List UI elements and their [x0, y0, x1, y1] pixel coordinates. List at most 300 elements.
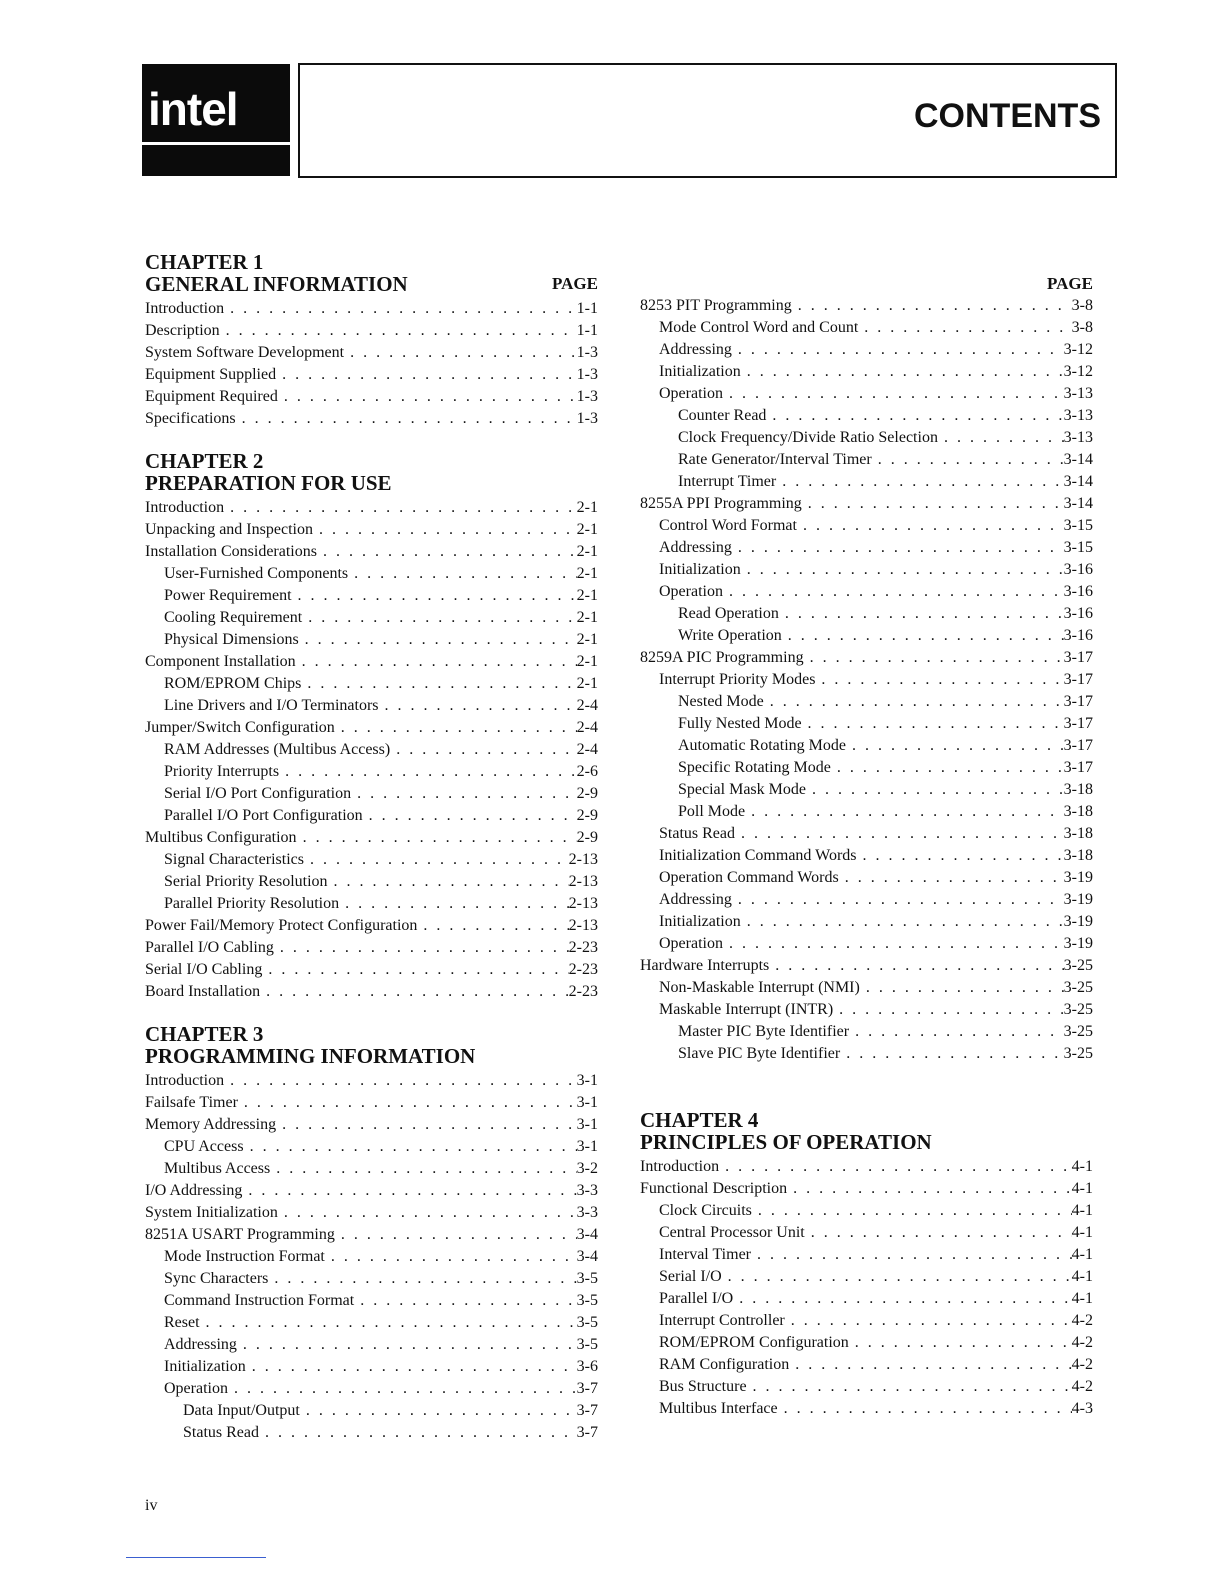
dot-leader — [806, 779, 1064, 801]
entry-page: 2-13 — [568, 917, 598, 934]
entry-title: RAM Addresses (Multibus Access) — [164, 741, 391, 758]
entry-title: RAM Configuration — [659, 1356, 790, 1373]
entry-page: 1-3 — [576, 344, 598, 361]
dot-leader — [764, 691, 1064, 713]
chapter-title — [145, 273, 598, 295]
page-number: iv — [145, 1497, 158, 1514]
entry-title: Command Instruction Format — [164, 1292, 355, 1309]
entry-page: 2-13 — [568, 895, 598, 912]
toc-entry — [145, 1334, 598, 1356]
toc-entry — [145, 629, 598, 651]
dot-leader — [732, 339, 1064, 361]
dot-leader — [735, 823, 1064, 845]
dot-leader — [846, 735, 1064, 757]
toc-entry — [145, 739, 598, 761]
toc-entry — [640, 405, 1093, 427]
entry-title: System Initialization — [145, 1204, 278, 1221]
dot-leader — [723, 933, 1064, 955]
dot-leader — [741, 559, 1064, 581]
entry-page: 3-25 — [1063, 957, 1093, 974]
dot-leader — [831, 757, 1064, 779]
dot-leader — [792, 295, 1072, 317]
entry-title: I/O Addressing — [145, 1182, 243, 1199]
entry-page: 4-1 — [1071, 1268, 1093, 1285]
dot-leader — [299, 629, 577, 651]
entry-page: 3-1 — [576, 1072, 598, 1089]
entry-page: 3-12 — [1063, 363, 1093, 380]
entry-title: Introduction — [145, 300, 225, 317]
entry-title: Introduction — [640, 1158, 720, 1175]
chapter-number: CHAPTER 3 — [145, 1022, 264, 1046]
toc-entry — [640, 757, 1093, 779]
toc-entry — [145, 1136, 598, 1158]
entry-title: Counter Read — [678, 407, 767, 424]
dot-leader — [849, 1021, 1064, 1043]
dot-leader — [766, 405, 1063, 427]
toc-entry — [640, 1200, 1093, 1222]
dot-leader — [317, 541, 577, 563]
entry-title: Initialization Command Words — [659, 847, 857, 864]
entry-title: Status Read — [183, 1424, 259, 1441]
entry-page: 1-3 — [576, 366, 598, 383]
dot-leader — [220, 320, 577, 342]
toc-entry — [640, 1222, 1093, 1244]
dot-leader — [741, 911, 1064, 933]
dot-leader — [417, 915, 568, 937]
dot-leader — [278, 1202, 577, 1224]
dot-leader — [224, 497, 577, 519]
entry-page: 2-13 — [568, 873, 598, 890]
toc-entry — [640, 427, 1093, 449]
entry-page: 2-1 — [576, 675, 598, 692]
entry-title: Slave PIC Byte Identifier — [678, 1045, 841, 1062]
entry-page: 2-13 — [568, 851, 598, 868]
chapter-title — [640, 1131, 1093, 1153]
entry-title: Fully Nested Mode — [678, 715, 802, 732]
dot-leader — [779, 603, 1064, 625]
entry-title: Mode Control Word and Count — [659, 319, 859, 336]
dot-leader — [301, 673, 576, 695]
entry-title: Interval Timer — [659, 1246, 751, 1263]
entry-title: Master PIC Byte Identifier — [678, 1023, 850, 1040]
dot-leader — [732, 889, 1064, 911]
dot-leader — [778, 1398, 1072, 1420]
toc-entry — [145, 1224, 598, 1246]
entry-title: Specifications — [145, 410, 236, 427]
dot-leader — [228, 1378, 577, 1400]
chapter-title-text: PREPARATION FOR USE — [145, 471, 392, 495]
dot-leader — [733, 1288, 1071, 1310]
entry-title: Rate Generator/Interval Timer — [678, 451, 872, 468]
entry-title: Multibus Interface — [659, 1400, 778, 1417]
dot-leader — [722, 1266, 1072, 1288]
entry-title: Special Mask Mode — [678, 781, 806, 798]
dot-leader — [732, 537, 1064, 559]
entry-page: 3-5 — [576, 1292, 598, 1309]
toc-entry — [640, 713, 1093, 735]
dot-leader — [325, 1246, 577, 1268]
entry-page: 2-1 — [576, 543, 598, 560]
toc-entry — [640, 977, 1093, 999]
entry-page: 3-4 — [576, 1248, 598, 1265]
toc-entry — [145, 1158, 598, 1180]
toc-entry — [640, 449, 1093, 471]
toc-entry — [640, 691, 1093, 713]
toc-entry — [640, 911, 1093, 933]
entry-title: Unpacking and Inspection — [145, 521, 313, 538]
entry-title: Specific Rotating Mode — [678, 759, 831, 776]
dot-leader — [860, 977, 1064, 999]
dot-leader — [270, 1158, 576, 1180]
entry-title: Parallel I/O — [659, 1290, 734, 1307]
dot-leader — [354, 1290, 576, 1312]
entry-title: Write Operation — [678, 627, 782, 644]
entry-title: Cooling Requirement — [164, 609, 303, 626]
entry-page: 2-9 — [576, 785, 598, 802]
chapter-title — [145, 1045, 598, 1067]
entry-title: Read Operation — [678, 605, 779, 622]
dot-leader — [723, 581, 1064, 603]
entry-page: 3-18 — [1063, 847, 1093, 864]
chapter-title-text: PROGRAMMING INFORMATION — [145, 1044, 476, 1068]
toc-entry — [640, 1178, 1093, 1200]
entry-title: Bus Structure — [659, 1378, 747, 1395]
dot-leader — [815, 669, 1063, 691]
entry-title: Central Processor Unit — [659, 1224, 805, 1241]
intel-logo: intel — [142, 64, 290, 176]
toc-entry — [145, 607, 598, 629]
entry-page: 3-5 — [576, 1314, 598, 1331]
toc-entry — [640, 1354, 1093, 1376]
entry-title: Addressing — [164, 1336, 237, 1353]
entry-page: 2-1 — [576, 565, 598, 582]
toc-entry — [640, 889, 1093, 911]
dot-leader — [390, 739, 576, 761]
toc-entry — [640, 1332, 1093, 1354]
entry-title: Multibus Access — [164, 1160, 271, 1177]
dot-leader — [741, 361, 1064, 383]
dot-leader — [244, 1136, 577, 1158]
dot-leader — [872, 449, 1064, 471]
toc-entry — [640, 823, 1093, 845]
entry-page: 2-1 — [576, 631, 598, 648]
entry-title: 8259A PIC Programming — [640, 649, 804, 666]
toc-entry — [640, 1288, 1093, 1310]
toc-entry — [640, 339, 1093, 361]
dot-leader — [782, 625, 1064, 647]
dot-leader — [745, 801, 1064, 823]
toc-entry — [145, 695, 598, 717]
dot-leader — [938, 427, 1064, 449]
dot-leader — [351, 783, 577, 805]
entry-page: 2-1 — [576, 587, 598, 604]
toc-entry — [640, 471, 1093, 493]
dot-leader — [313, 519, 577, 541]
toc-entry — [640, 317, 1093, 339]
spacer — [145, 430, 598, 450]
entry-page: 4-2 — [1071, 1356, 1093, 1373]
entry-title: Line Drivers and I/O Terminators — [164, 697, 379, 714]
toc-entry — [145, 893, 598, 915]
dot-leader — [858, 317, 1071, 339]
dot-leader — [802, 493, 1064, 515]
entry-page: 3-4 — [576, 1226, 598, 1243]
toc-entry — [145, 519, 598, 541]
entry-page: 2-4 — [576, 741, 598, 758]
entry-page: 3-13 — [1063, 407, 1093, 424]
entry-page: 3-16 — [1063, 627, 1093, 644]
entry-title: User-Furnished Components — [164, 565, 349, 582]
dot-leader — [260, 981, 569, 1003]
entry-title: Jumper/Switch Configuration — [145, 719, 335, 736]
dot-leader — [238, 1092, 577, 1114]
toc-entry — [640, 361, 1093, 383]
toc-entry — [145, 1070, 598, 1092]
entry-title: Physical Dimensions — [164, 631, 299, 648]
entry-page: 3-17 — [1063, 737, 1093, 754]
chapter-number: CHAPTER 4 — [640, 1108, 759, 1132]
toc-entry — [145, 1356, 598, 1378]
page-column-header: PAGE — [1047, 274, 1093, 293]
entry-page: 3-8 — [1071, 297, 1093, 314]
dot-leader — [344, 342, 577, 364]
entry-title: 8255A PPI Programming — [640, 495, 802, 512]
toc-entry — [145, 1290, 598, 1312]
entry-page: 3-13 — [1063, 385, 1093, 402]
entry-page: 4-2 — [1071, 1312, 1093, 1329]
dot-leader — [297, 827, 577, 849]
entry-page: 3-25 — [1063, 1045, 1093, 1062]
toc-entry — [145, 320, 598, 342]
toc-entry — [640, 559, 1093, 581]
entry-page: 4-2 — [1071, 1334, 1093, 1351]
dot-leader — [242, 1180, 576, 1202]
dot-leader — [262, 959, 568, 981]
toc-entry — [640, 867, 1093, 889]
entry-page: 3-25 — [1063, 1001, 1093, 1018]
entry-page: 3-12 — [1063, 341, 1093, 358]
entry-title: Interrupt Priority Modes — [659, 671, 816, 688]
entry-title: Reset — [164, 1314, 200, 1331]
toc-entry — [145, 1114, 598, 1136]
toc-entry — [145, 1246, 598, 1268]
entry-page: 3-17 — [1063, 715, 1093, 732]
page-title: CONTENTS — [914, 97, 1101, 135]
entry-page: 3-3 — [576, 1204, 598, 1221]
page-column-header: PAGE — [552, 274, 598, 293]
entry-page: 3-13 — [1063, 429, 1093, 446]
entry-title: Equipment Required — [145, 388, 278, 405]
entry-title: Parallel I/O Port Configuration — [164, 807, 363, 824]
toc-entry — [640, 1043, 1093, 1065]
toc-entry — [145, 386, 598, 408]
dot-leader — [719, 1156, 1072, 1178]
toc-entry — [640, 295, 1093, 317]
entry-title: Sync Characters — [164, 1270, 269, 1287]
toc-entry — [145, 408, 598, 430]
entry-title: Interrupt Timer — [678, 473, 777, 490]
toc-entry — [640, 1021, 1093, 1043]
entry-title: Initialization — [659, 561, 741, 578]
toc-left-column — [145, 251, 598, 1444]
dot-leader — [304, 849, 569, 871]
toc-entry — [640, 669, 1093, 691]
dot-leader — [276, 364, 577, 386]
toc-right-column — [640, 273, 1093, 1420]
entry-page: 1-3 — [576, 388, 598, 405]
entry-title: Status Read — [659, 825, 735, 842]
entry-page: 2-4 — [576, 719, 598, 736]
toc-entry — [145, 959, 598, 981]
toc-entry — [145, 497, 598, 519]
entry-page: 3-15 — [1063, 517, 1093, 534]
toc-entry — [640, 955, 1093, 977]
dot-leader — [296, 651, 577, 673]
entry-page: 3-7 — [576, 1424, 598, 1441]
entry-page: 3-17 — [1063, 671, 1093, 688]
toc-entry — [145, 849, 598, 871]
dot-leader — [339, 893, 569, 915]
spacer — [640, 1065, 1093, 1109]
entry-page: 3-17 — [1063, 759, 1093, 776]
dot-leader — [804, 647, 1064, 669]
dot-leader — [300, 1400, 577, 1422]
entry-page: 4-1 — [1071, 1246, 1093, 1263]
dot-leader — [789, 1354, 1071, 1376]
dot-leader — [335, 717, 577, 739]
toc-entry — [145, 717, 598, 739]
entry-page: 3-19 — [1063, 869, 1093, 886]
entry-title: Poll Mode — [678, 803, 746, 820]
dot-leader — [769, 955, 1063, 977]
toc-entry — [640, 1266, 1093, 1288]
dot-leader — [797, 515, 1064, 537]
entry-title: CPU Access — [164, 1138, 244, 1155]
entry-title: ROM/EPROM Chips — [164, 675, 302, 692]
entry-title: Introduction — [145, 1072, 225, 1089]
dot-leader — [747, 1376, 1072, 1398]
dot-leader — [785, 1310, 1072, 1332]
entry-title: System Software Development — [145, 344, 345, 361]
entry-page: 3-15 — [1063, 539, 1093, 556]
toc-entry — [640, 625, 1093, 647]
entry-page: 3-1 — [576, 1116, 598, 1133]
entry-title: Operation — [659, 385, 723, 402]
toc-entry — [640, 581, 1093, 603]
entry-title: Signal Characteristics — [164, 851, 304, 868]
toc-entry — [145, 871, 598, 893]
entry-title: Automatic Rotating Mode — [678, 737, 846, 754]
entry-page: 2-23 — [568, 983, 598, 1000]
chapter-title — [145, 472, 598, 494]
entry-page: 2-1 — [576, 499, 598, 516]
entry-page: 2-1 — [576, 653, 598, 670]
entry-title: Failsafe Timer — [145, 1094, 238, 1111]
toc-entry — [145, 937, 598, 959]
entry-title: Equipment Supplied — [145, 366, 277, 383]
entry-title: Multibus Configuration — [145, 829, 297, 846]
toc-entry — [145, 651, 598, 673]
dot-leader — [335, 1224, 577, 1246]
entry-page: 4-1 — [1071, 1290, 1093, 1307]
entry-page: 2-1 — [576, 521, 598, 538]
dot-leader — [379, 695, 577, 717]
dot-leader — [259, 1422, 577, 1444]
entry-page: 3-18 — [1063, 781, 1093, 798]
entry-page: 3-6 — [576, 1358, 598, 1375]
entry-page: 3-17 — [1063, 693, 1093, 710]
chapter-number: CHAPTER 1 — [145, 250, 264, 274]
entry-page: 3-17 — [1063, 649, 1093, 666]
dot-leader — [268, 1268, 576, 1290]
toc-entry — [640, 647, 1093, 669]
entry-page: 3-2 — [576, 1160, 598, 1177]
toc-entry — [145, 783, 598, 805]
entry-page: 2-23 — [568, 961, 598, 978]
dot-leader — [224, 1070, 577, 1092]
entry-title: Data Input/Output — [183, 1402, 300, 1419]
entry-title: 8253 PIT Programming — [640, 297, 792, 314]
dot-leader — [751, 1244, 1072, 1266]
dot-leader — [363, 805, 577, 827]
entry-title: Interrupt Controller — [659, 1312, 785, 1329]
dot-leader — [276, 1114, 577, 1136]
toc-entry — [145, 827, 598, 849]
entry-page: 4-3 — [1071, 1400, 1093, 1417]
toc-entry — [640, 779, 1093, 801]
entry-page: 3-16 — [1063, 561, 1093, 578]
toc-entry — [640, 493, 1093, 515]
entry-page: 3-25 — [1063, 1023, 1093, 1040]
toc-entry — [640, 1310, 1093, 1332]
toc-entry — [145, 1092, 598, 1114]
entry-title: Operation — [659, 935, 723, 952]
toc-entry — [145, 981, 598, 1003]
entry-title: Serial I/O — [659, 1268, 722, 1285]
entry-title: Clock Circuits — [659, 1202, 752, 1219]
entry-title: Functional Description — [640, 1180, 788, 1197]
toc-entry — [145, 673, 598, 695]
toc-entry — [640, 1156, 1093, 1178]
toc-entry — [640, 1244, 1093, 1266]
toc-entry — [145, 563, 598, 585]
entry-page: 3-25 — [1063, 979, 1093, 996]
toc-entry — [640, 735, 1093, 757]
toc-entry — [145, 1312, 598, 1334]
entry-title: Addressing — [659, 891, 732, 908]
toc-entry — [640, 1376, 1093, 1398]
divider — [126, 1557, 266, 1558]
toc-entry — [145, 298, 598, 320]
dot-leader — [302, 607, 576, 629]
entry-title: Clock Frequency/Divide Ratio Selection — [678, 429, 938, 446]
entry-title: Operation — [659, 583, 723, 600]
dot-leader — [279, 761, 577, 783]
entry-title: Initialization — [659, 913, 741, 930]
entry-page: 3-1 — [576, 1138, 598, 1155]
dot-leader — [278, 386, 577, 408]
entry-title: Maskable Interrupt (INTR) — [659, 1001, 834, 1018]
toc-entry — [640, 845, 1093, 867]
toc-entry — [145, 364, 598, 386]
toc-entry — [145, 541, 598, 563]
toc-entry — [145, 1268, 598, 1290]
toc-entry — [640, 515, 1093, 537]
dot-leader — [246, 1356, 577, 1378]
entry-page: 1-1 — [576, 322, 598, 339]
dot-leader — [840, 1043, 1063, 1065]
title-box — [298, 63, 1117, 178]
